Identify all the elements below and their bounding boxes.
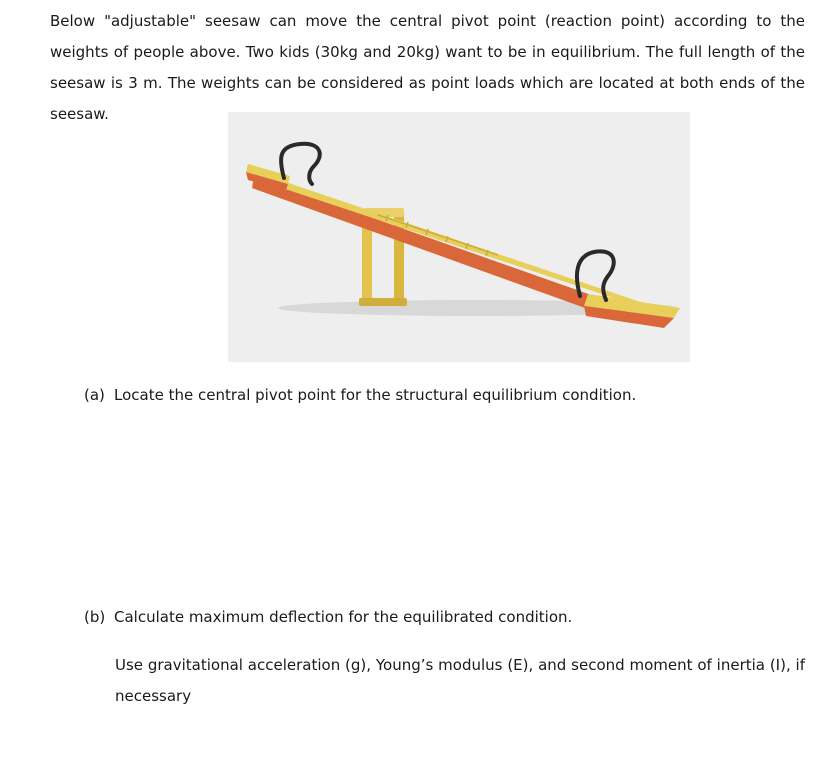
beam-lower [252, 176, 628, 322]
question-a-text: Locate the central pivot point for the structural equilibrium condition. [114, 386, 637, 404]
question-a [84, 384, 636, 406]
question-b-note: Use gravitational acceleration (g), Young’s modulus (E), and second moment of inertia (I), if necessary [115, 656, 805, 705]
beam-upper [256, 172, 662, 314]
question-b-text: Calculate maximum deflection for the equilibrated condition. [114, 608, 573, 626]
seesaw-figure [228, 112, 690, 362]
question-a-label: (a) [84, 386, 105, 404]
question-b-label: (b) [84, 608, 106, 626]
question-b [84, 606, 572, 628]
problem-intro: Below "adjustable" seesaw can move the central pivot point (reaction point) according to the weights of people above. Two kids (30kg and 20kg) want to be in equilibrium. The full length of the seesaw is 3 m. The weights can be considered as point loads which are located at both ends of the seesaw. [50, 12, 805, 123]
seesaw-illustration [228, 112, 690, 362]
right-seat [584, 294, 680, 328]
